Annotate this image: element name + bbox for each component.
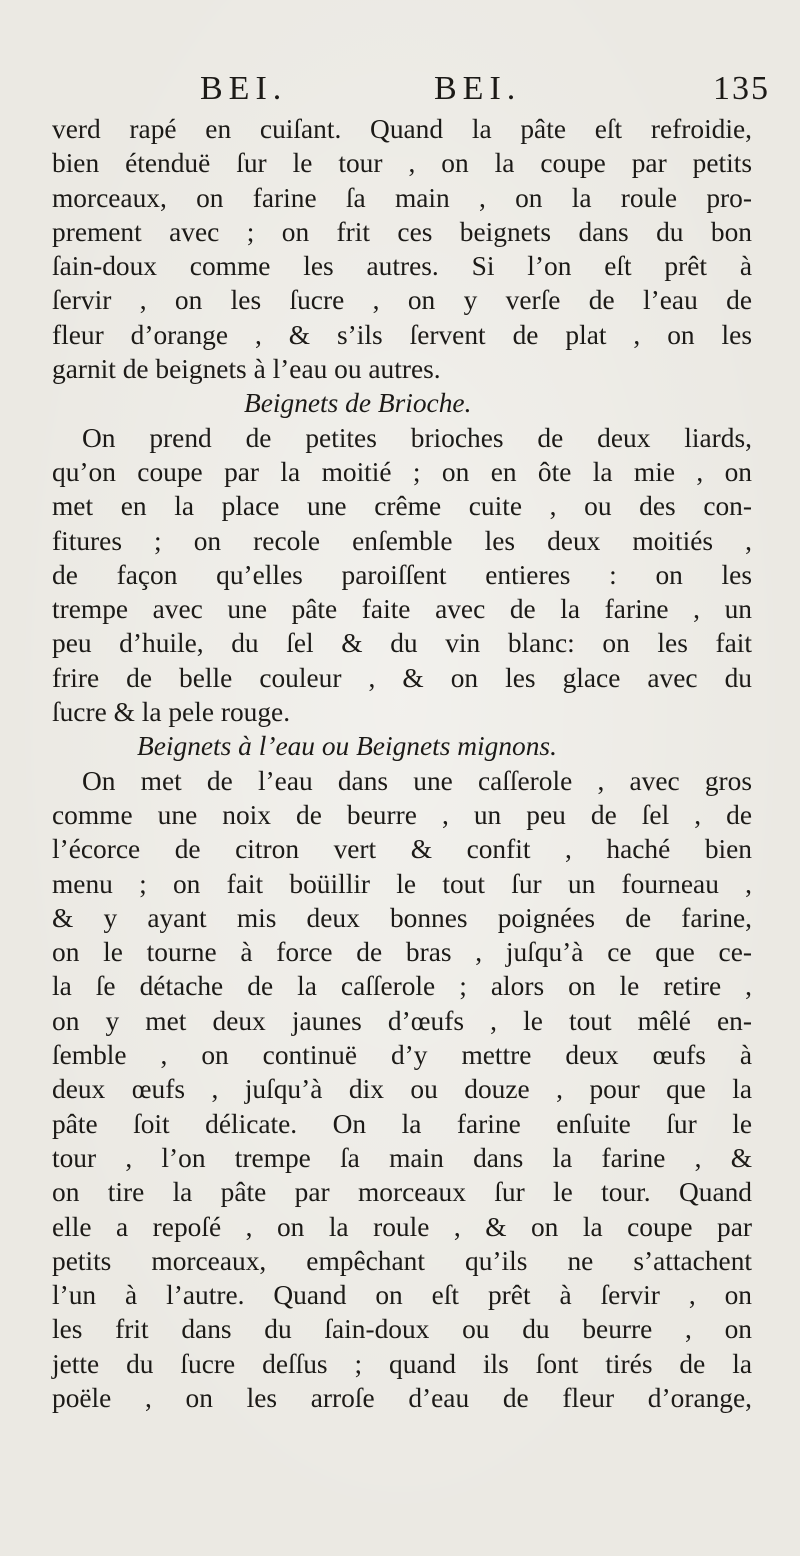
text-line: trempe avec une pâte faite avec de la farine , un [52, 594, 752, 625]
page-number: 135 [713, 70, 770, 107]
text-line: ſervir , on les ſucre , on y verſe de l’eau de [52, 285, 752, 316]
text-line: poële , on les arroſe d’eau de fleur d’orange, [52, 1382, 752, 1413]
text-line: on y met deux jaunes d’œufs , le tout mêlé en- [52, 1005, 752, 1036]
text-line: & y ayant mis deux bonnes poignées de farine, [52, 902, 752, 933]
header-right-title: BEI. [434, 70, 522, 107]
text-line: prement avec ; on frit ces beignets dans du bon [52, 216, 752, 247]
text-line: garnit de beignets à l’eau ou autres. [52, 354, 441, 385]
text-line: jette du ſucre deſſus ; quand ils ſont tirés de la [52, 1348, 752, 1379]
text-line: on tire la pâte par morceaux ſur le tour. Quand [52, 1177, 752, 1208]
text-line: de façon qu’elles paroiſſent entieres : on les [52, 559, 752, 590]
text-line: petits morceaux, empêchant qu’ils ne s’attachent [52, 1245, 752, 1276]
text-line: met en la place une crême cuite , ou des con- [52, 491, 752, 522]
text-line: ſemble , on continuë d’y mettre deux œufs à [52, 1040, 752, 1071]
body-text [52, 112, 752, 1415]
text-line: fitures ; on recole enſemble les deux moitiés , [52, 525, 752, 556]
text-line: morceaux, on farine ſa main , on la roule pro- [52, 182, 752, 213]
header-left-title: BEI. [200, 70, 288, 107]
text-line: verd rapé en cuiſant. Quand la pâte eſt refroidie, [52, 114, 752, 144]
text-line: les frit dans du ſain-doux ou du beurre , on [52, 1314, 752, 1345]
text-line: peu d’huile, du ſel & du vin blanc: on les fait [52, 628, 752, 659]
text-line: elle a repoſé , on la roule , & on la coupe par [52, 1211, 752, 1242]
text-line: frire de belle couleur , & on les glace avec du [52, 662, 752, 693]
text-line: On prend de petites brioches de deux liards, [82, 422, 752, 453]
text-line: l’un à l’autre. Quand on eſt prêt à ſervir , on [52, 1280, 752, 1311]
text-line: on le tourne à force de bras , juſqu’à ce que ce- [52, 937, 752, 968]
section-heading: Beignets de Brioche. [244, 388, 472, 419]
text-line: comme une noix de beurre , un peu de ſel , de [52, 799, 752, 830]
text-line: fleur d’orange , & s’ils ſervent de plat , on les [52, 319, 752, 350]
text-line: bien étenduë ſur le tour , on la coupe par petits [52, 148, 752, 179]
text-line: pâte ſoit délicate. On la farine enſuite ſur le [52, 1108, 752, 1139]
text-line: la ſe détache de la caſſerole ; alors on le retire , [52, 971, 752, 1002]
text-line: ſucre & la pele rouge. [52, 697, 291, 728]
text-line: On met de l’eau dans une caſſerole , avec gros [82, 765, 752, 796]
text-line: qu’on coupe par la moitié ; on en ôte la mie , on [52, 456, 752, 487]
section-heading: Beignets à l’eau ou Beignets mignons. [137, 731, 557, 762]
text-line: deux œufs , juſqu’à dix ou douze , pour que la [52, 1074, 752, 1105]
running-header [200, 70, 770, 114]
text-line: tour , l’on trempe ſa main dans la farine , & [52, 1142, 752, 1173]
text-line: l’écorce de citron vert & confit , haché bien [52, 834, 752, 865]
text-line: menu ; on fait boüillir le tout ſur un fourneau , [52, 868, 752, 899]
text-line: ſain-doux comme les autres. Si l’on eſt prêt à [52, 251, 752, 282]
